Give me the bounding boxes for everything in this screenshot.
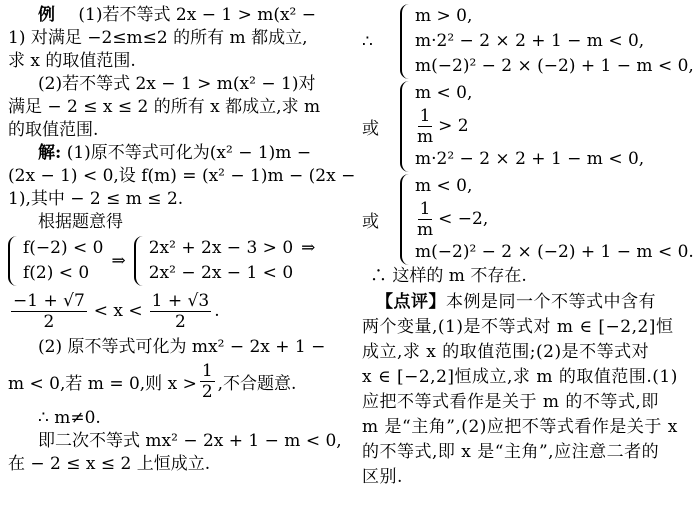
system-a-line: f(−2) < 0 <box>23 238 104 258</box>
comment-line-1: 【点评】本例是同一个不等式中含有 <box>376 292 656 312</box>
or-label: 或 <box>362 119 379 139</box>
problem-part2-line-2: 满足 − 2 ≤ x ≤ 2 的所有 x 都成立,求 m <box>8 97 321 117</box>
brace <box>400 4 411 79</box>
solution-line-3: 1),其中 − 2 ≤ m ≤ 2. <box>8 189 184 209</box>
fraction-numerator: 1 <box>419 106 431 126</box>
system-b-line: 2x² + 2x − 3 > 0 <box>148 238 294 258</box>
comment-label: 【点评】 <box>376 292 446 312</box>
comment-line: 区别. <box>362 467 403 487</box>
problem-part2-line-1: (2)若不等式 2x − 1 > m(x² − 1)对 <box>38 74 316 94</box>
comment-line: m 是“主角”,(2)应把不等式看作是关于 x <box>362 417 678 437</box>
problem-line-2: 1) 对满足 −2≤m≤2 的所有 m 都成立, <box>8 28 308 48</box>
part2-line-4: 即二次不等式 mx² − 2x + 1 − m < 0, <box>38 431 342 451</box>
comment-line: 两个变量,(1)是不等式对 m ∈ [−2,2]恒 <box>362 317 674 337</box>
conclusion: ∴ 这样的 m 不存在. <box>370 266 527 286</box>
right-column <box>362 4 698 490</box>
case-system-3: 或 m < 0, $\frac{1}{m}$ < −2, m(−2)² − 2 × (−2) + 1 − m < 0. <box>362 174 698 265</box>
fraction-denominator: 2 <box>201 381 213 402</box>
part2-line-1: (2) 原不等式可化为 mx² − 2x + 1 − <box>38 337 326 357</box>
solution-line-2: (2x − 1) < 0,设 f(m) = (x² − 1)m − (2x − <box>8 166 356 186</box>
comment-line: 应把不等式看作是关于 m 的不等式,即 <box>362 392 659 412</box>
system-a-line: f(2) < 0 <box>23 263 90 283</box>
part2-line-3: ∴ m≠0. <box>38 408 101 428</box>
system-b-line: 2x² − 2x − 1 < 0 <box>148 263 294 283</box>
range-result: $\frac{-1 + √7}{2}$ < x < $\frac{1 + √3}{2}$ . <box>13 290 220 332</box>
part2-line-5: 在 − 2 ≤ x ≤ 2 上恒成立. <box>8 454 211 474</box>
problem-line-3: 求 x 的取值范围. <box>8 51 136 71</box>
comment-line: x ∈ [−2,2]恒成立,求 m 的取值范围.(1) <box>362 367 678 387</box>
case-system-2: 或 m < 0, $\frac{1}{m}$ > 2 m·2² − 2 × 2 + 1 − m < 0, <box>362 81 698 172</box>
brace <box>400 174 411 265</box>
fraction-denominator: m <box>417 127 434 147</box>
problem-line-1: 例 (1)若不等式 2x − 1 > m(x² − <box>38 5 317 25</box>
fraction-numerator: 1 <box>419 199 431 219</box>
left-column <box>8 4 356 476</box>
fraction-denominator: m <box>417 220 434 240</box>
solution-label: 解: <box>38 143 62 163</box>
comment-line: 的不等式,即 x 是“主角”,应注意二者的 <box>362 442 660 462</box>
brace <box>400 81 411 172</box>
fraction-denominator: 2 <box>43 311 55 332</box>
solution-line-1: 解: (1)原不等式可化为(x² − 1)m − <box>38 143 312 163</box>
or-label: 或 <box>362 212 379 232</box>
brace <box>8 236 19 286</box>
comment-line: 成立,求 x 的取值范围;(2)是不等式对 <box>362 342 650 362</box>
example-label: 例 <box>38 5 55 25</box>
solution-intro: 根据题意得 <box>38 212 123 232</box>
fraction-denominator: 2 <box>175 311 186 332</box>
implies-arrow: ⇒ <box>111 251 126 271</box>
brace <box>134 236 145 286</box>
therefore-symbol: ∴ <box>362 31 373 52</box>
system-block-1 <box>8 236 346 286</box>
case-system-1: ∴ m > 0, m·2² − 2 × 2 + 1 − m < 0, m(−2)² − 2 × (−2) + 1 − m < 0, <box>362 4 698 79</box>
implies-arrow: ⇒ <box>301 238 316 258</box>
problem-part2-line-3: 的取值范围. <box>8 120 99 140</box>
fraction-numerator: −1 + √7 <box>13 290 85 311</box>
fraction-numerator: 1 <box>201 360 213 381</box>
fraction-numerator: 1 + √3 <box>151 290 210 311</box>
part2-line-2: m < 0,若 m = 0,则 x > $\frac{1}{2}$ ,不合题意. <box>8 360 297 402</box>
